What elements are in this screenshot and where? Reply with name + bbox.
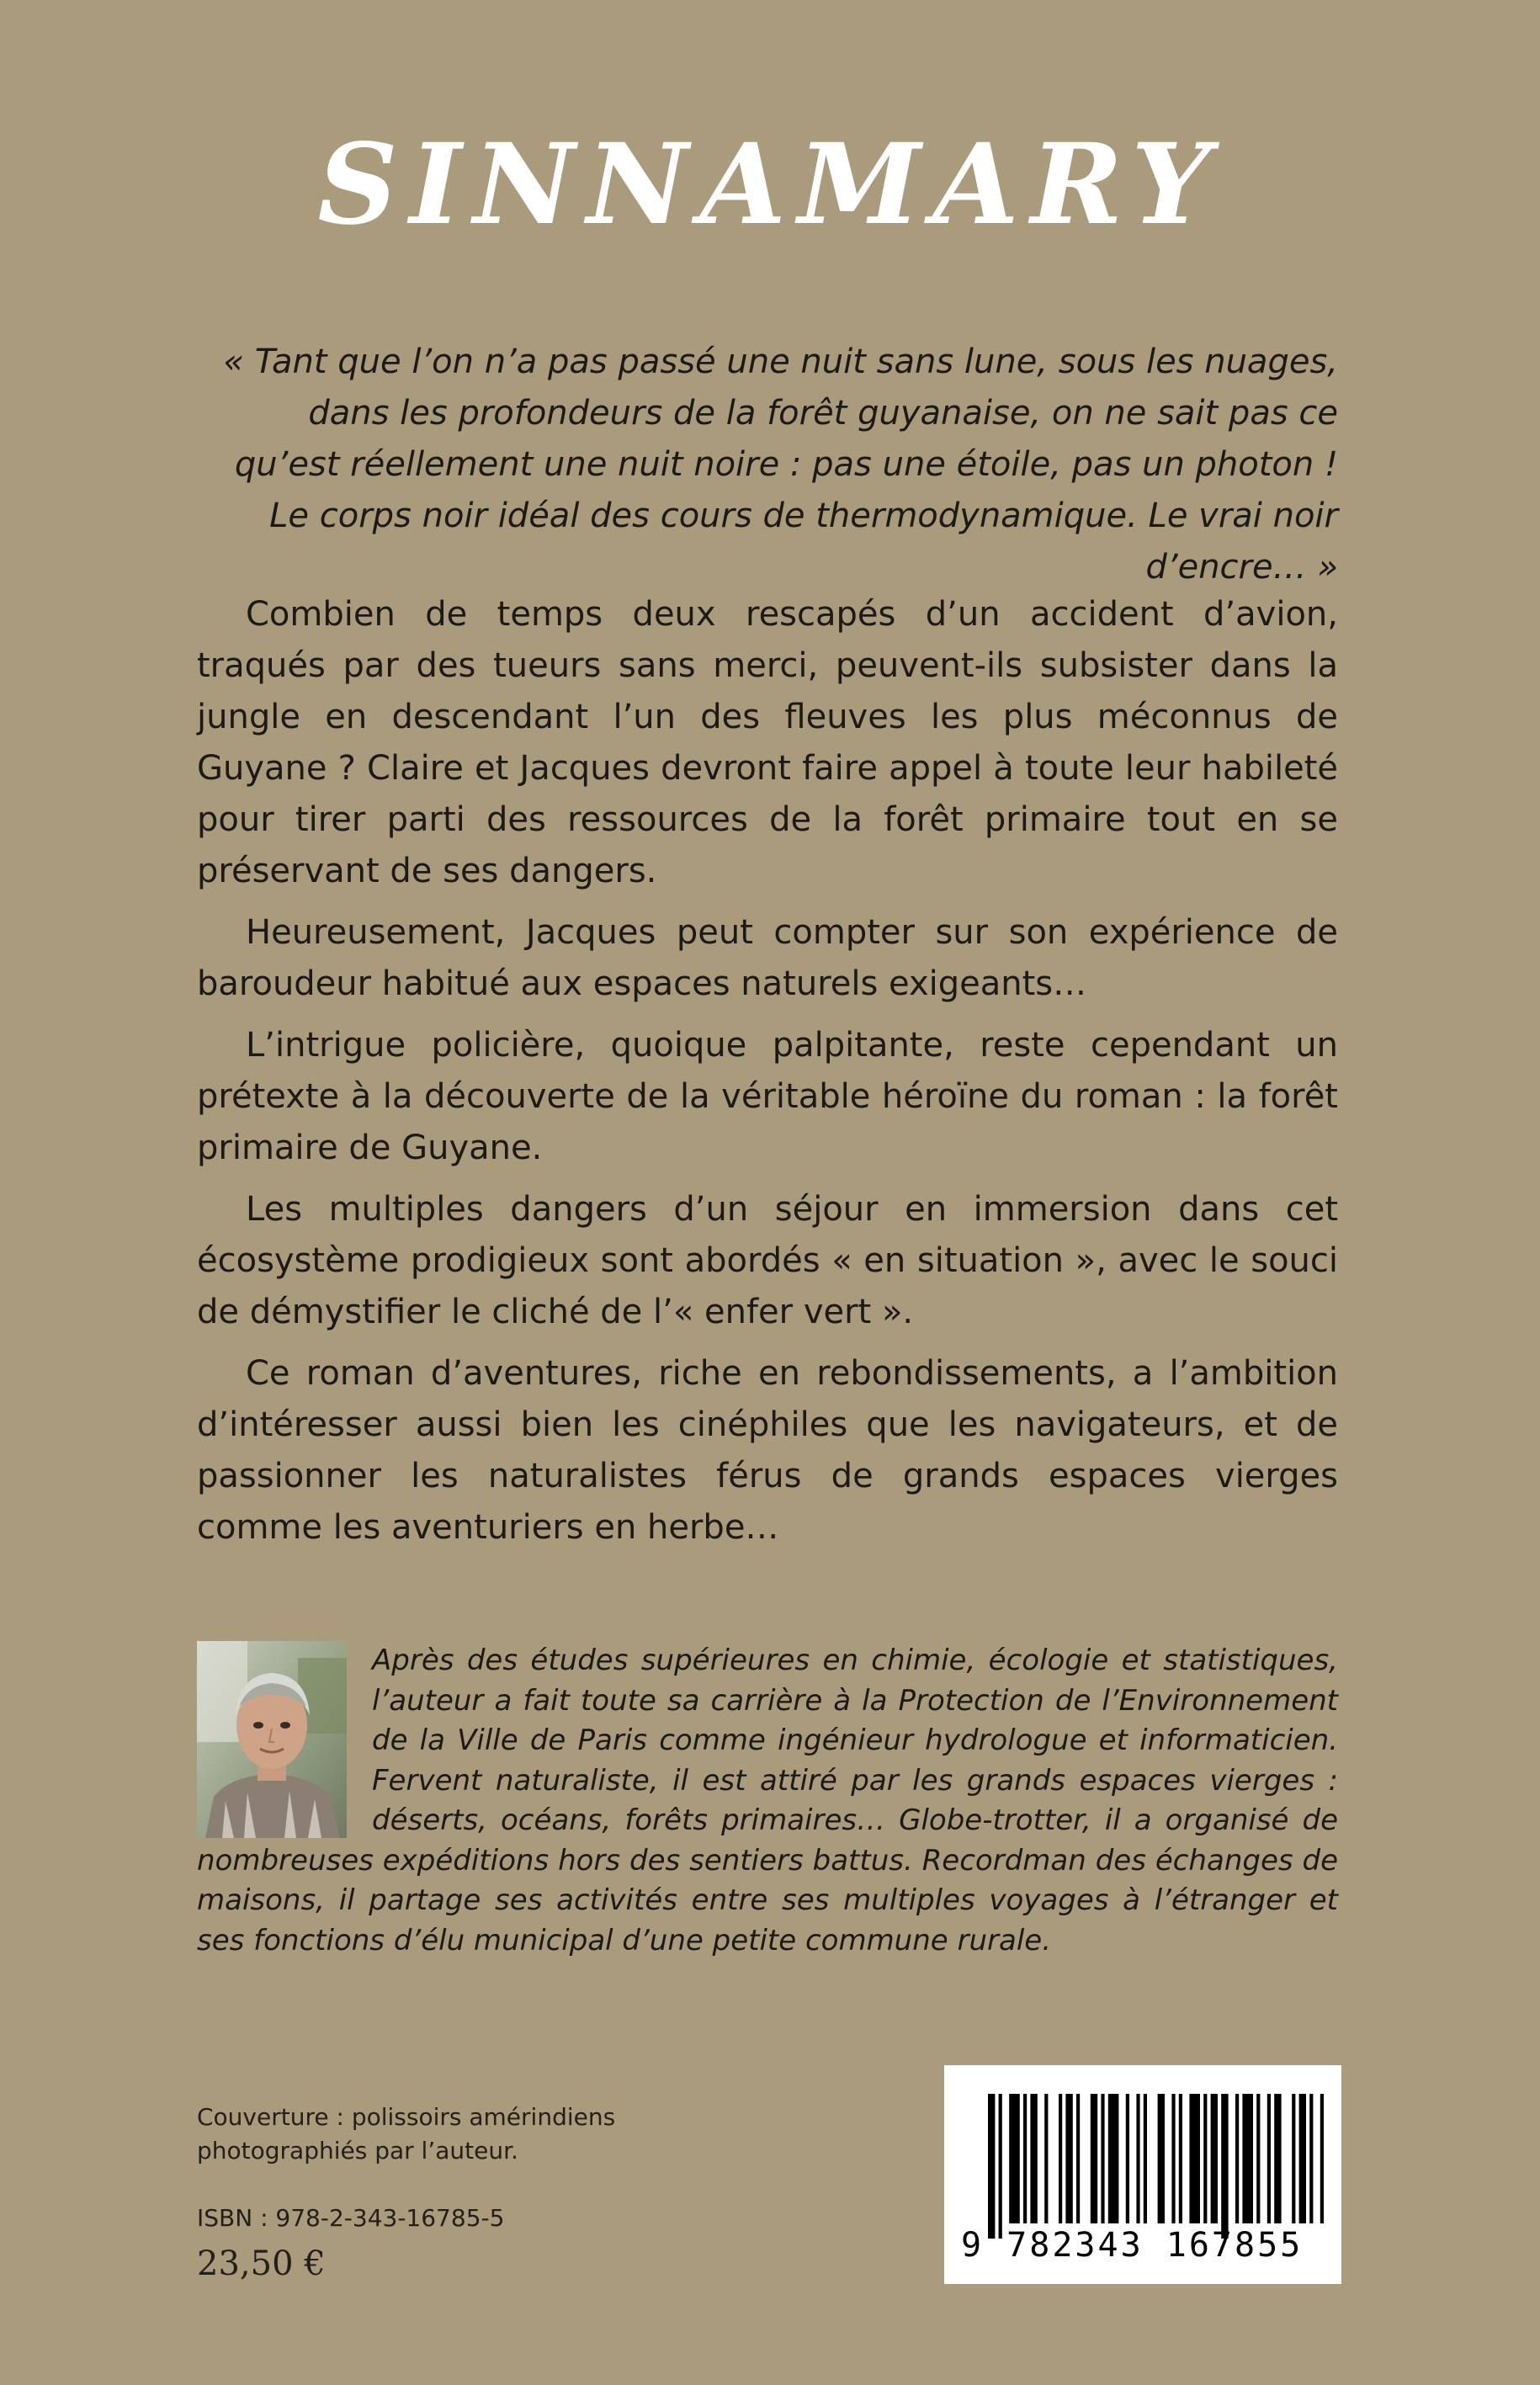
- barcode-bar: [1136, 2094, 1139, 2223]
- summary-paragraph: Combien de temps deux rescapés d’un accident d’avion, traqués par des tueurs sans merci, peuvent-ils subsister dans la jungle en descendant l’un des fleuves les plus méconnus de Guyane ? Claire et Jacques devront faire appel à toute leur habileté pour tirer parti des ressources de la forêt primaire tout en se préservant de ses dangers.: [197, 595, 1338, 890]
- summary-paragraph: Heureusement, Jacques peut compter sur son expérience de baroudeur habitué aux espaces naturels exigeants…: [197, 913, 1338, 1003]
- barcode-bar: [988, 2094, 995, 2239]
- cover-credits: [197, 2101, 735, 2168]
- barcode-bar: [1059, 2094, 1062, 2223]
- photo-spacer: [197, 1641, 347, 1838]
- barcode: [944, 2065, 1341, 2284]
- price: 23,50 €: [197, 2244, 326, 2283]
- barcode-bar: [1158, 2094, 1165, 2223]
- author-bio: [197, 1641, 1338, 1961]
- barcode-digits: 9 782343 167855: [961, 2226, 1304, 2265]
- barcode-bar: [1274, 2094, 1281, 2223]
- barcode-bar: [1221, 2094, 1228, 2239]
- barcode-bar: [1267, 2094, 1271, 2223]
- barcode-bar: [1235, 2094, 1239, 2223]
- barcode-bar: [1065, 2094, 1072, 2223]
- summary-paragraph: Les multiples dangers d’un séjour en immersion dans cet écosystème prodigieux sont abordés « en situation », avec le souci de démystifier le cliché de l’« enfer vert ».: [197, 1190, 1338, 1331]
- barcode-bar: [1091, 2094, 1097, 2223]
- book-title: SINNAMARY: [317, 120, 1223, 250]
- barcode-bar: [1256, 2094, 1260, 2223]
- summary-paragraph: L’intrigue policière, quoique palpitante, reste cependant un prétexte à la découverte de la véritable héroïne du roman : la forêt primaire de Guyane.: [197, 1026, 1338, 1167]
- summary-paragraph: Ce roman d’aventures, riche en rebondissements, a l’ambition d’intéresser aussi bien les cinéphiles que les navigateurs, et de passionner les naturalistes férus de grands espaces vierges comme les aventuriers en herbe…: [197, 1354, 1338, 1547]
- barcode-bar: [1189, 2094, 1200, 2223]
- barcode-bar: [1171, 2094, 1175, 2223]
- barcode-bar: [1203, 2094, 1207, 2223]
- credits-line: Couverture : polissoirs amérindiens: [197, 2103, 616, 2131]
- barcode-bar: [999, 2094, 1002, 2239]
- barcode-bar: [1309, 2094, 1313, 2223]
- barcode-bar: [1179, 2094, 1182, 2223]
- barcode-bar: [1126, 2094, 1129, 2223]
- isbn: ISBN : 978-2-343-16785-5: [197, 2204, 505, 2232]
- opening-quote: « Tant que l’on n’a pas passé une nuit sans lune, sous les nuages, dans les profondeurs de la forêt guyanaise, on ne sait pas ce qu’est réellement une nuit noire : pas une étoile, pas un photon ! Le corps noir idéal des cours de thermodynamique. Le vrai noir d’encre… »: [223, 343, 1338, 587]
- book-summary: [197, 589, 1338, 1564]
- barcode-bar: [1009, 2094, 1020, 2223]
- barcode-bar: [1030, 2094, 1037, 2223]
- barcode-bar: [1076, 2094, 1080, 2223]
- barcode-bar: [1320, 2094, 1324, 2223]
- barcode-bar: [1044, 2094, 1048, 2223]
- barcode-bar: [1023, 2094, 1027, 2223]
- barcode-bar: [1292, 2094, 1295, 2223]
- barcode-bar: [1299, 2094, 1306, 2223]
- barcode-bar: [1101, 2094, 1104, 2223]
- barcode-bar: [1108, 2094, 1119, 2223]
- barcode-bar: [1242, 2094, 1253, 2223]
- barcode-bar: [1211, 2094, 1218, 2223]
- author-bio-text: Après des études supérieures en chimie, écologie et statistiques, l’auteur a fait toute sa carrière à la Protection de l’Environnement de la Ville de Paris comme ingénieur hydrologue et informaticien. Fervent naturaliste, il est attiré par les grands espaces vierges : déserts, océans, forêts primaires… Globe-trotter, il a organisé de nombreuses expéditions hors des sentiers battus. Recordman des échanges de maisons, il partage ses activités entre ses multiples voyages à l’étranger et ses fonctions d’élu municipal d’une petite commune rurale.: [197, 1644, 1338, 1957]
- barcode-bar: [1144, 2094, 1147, 2223]
- credits-line: photographiés par l’auteur.: [197, 2137, 518, 2165]
